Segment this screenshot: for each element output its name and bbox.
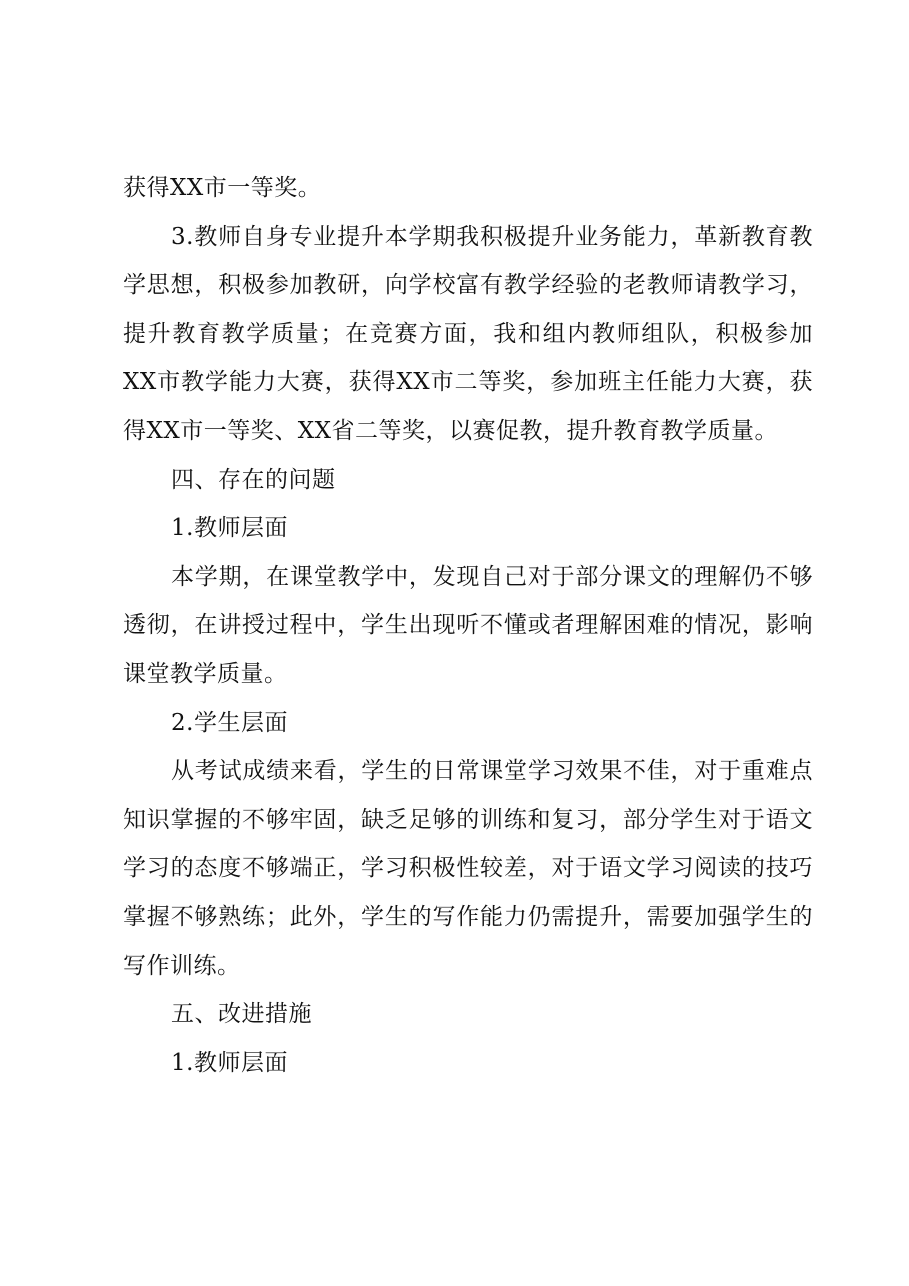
subheading-student-level: 2.学生层面 xyxy=(171,709,288,736)
subheading-teacher-level: 1.教师层面 xyxy=(171,515,288,542)
paragraph-continuation: 获得XX市一等奖。 xyxy=(123,175,322,201)
document-body xyxy=(123,164,813,1087)
section-heading-problems: 四、存在的问题 xyxy=(171,466,336,493)
paragraph-teacher-development: 3.教师自身专业提升本学期我积极提升业务能力，革新教育教学思想，积极参加教研，向学校富有教学经验的老教师请教学习，提升教育教学质量；在竞赛方面，我和组内教师组队，积极参加XX市教学能力大赛，获得XX市二等奖，参加班主任能力大赛，获得XX市一等奖、XX省二等奖，以赛促教，提升教育教学质量。 xyxy=(123,223,813,444)
subheading-teacher-level-improvements: 1.教师层面 xyxy=(171,1049,288,1076)
paragraph-student-problems: 从考试成绩来看，学生的日常课堂学习效果不佳，对于重难点知识掌握的不够牢固，缺乏足够的训练和复习，部分学生对于语文学习的态度不够端正，学习积极性较差，对于语文学习阅读的技巧掌握不够熟练；此外，学生的写作能力仍需提升，需要加强学生的写作训练。 xyxy=(123,758,813,979)
paragraph-teacher-problems: 本学期，在课堂教学中，发现自己对于部分课文的理解仍不够透彻，在讲授过程中，学生出现听不懂或者理解困难的情况，影响课堂教学质量。 xyxy=(123,563,813,687)
section-heading-improvements: 五、改进措施 xyxy=(171,1001,312,1028)
